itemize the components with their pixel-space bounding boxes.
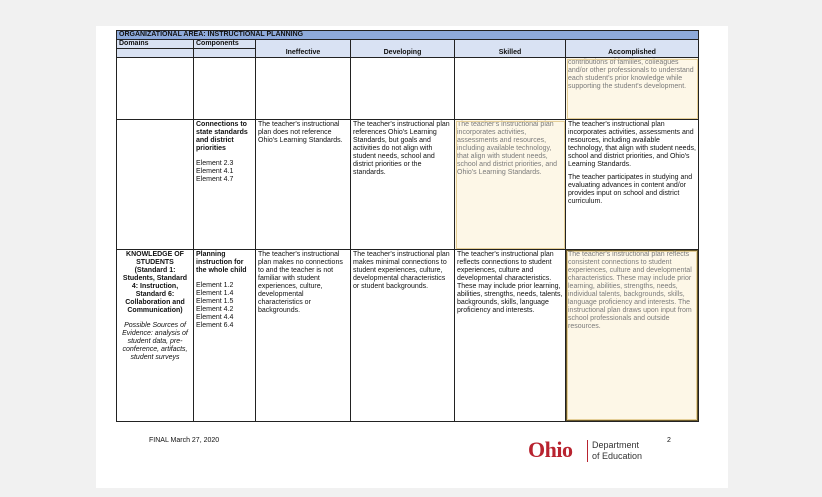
accomplished-cell: The teacher's instructional plan reflects consistent connections to student experiences, culture and developmental characteristics. These may include prior learning, abilities, strengths, needs, individual talents, backgrounds, skills, language proficiency and interests. The instructional plan draws upon input from school professionals and outside resources. bbox=[566, 250, 699, 422]
domain-title: KNOWLEDGE OF STUDENTS (Standard 1: Students, Standard 4: Instruction, Standard 6: Collaboration and Communication) bbox=[122, 251, 188, 314]
component-element: Element 2.3 bbox=[196, 160, 234, 167]
components-header: Components bbox=[194, 40, 256, 49]
level-row bbox=[117, 49, 699, 58]
component-element: Element 4.7 bbox=[196, 176, 234, 183]
ineffective-cell: The teacher's instructional plan makes no connections to and the teacher is not familiar with student experiences, culture, developmental characteristics or backgrounds. bbox=[256, 250, 351, 422]
developing-cell: The teacher's instructional plan makes minimal connections to student experiences, culture, developmental characteristics or student backgrounds. bbox=[351, 250, 455, 422]
header-row bbox=[117, 40, 699, 49]
table-row bbox=[117, 120, 699, 250]
domain-cell bbox=[117, 250, 194, 422]
component-title: Connections to state standards and district priorities bbox=[196, 121, 248, 152]
footer-date: FINAL March 27, 2020 bbox=[149, 437, 220, 444]
logo-divider bbox=[587, 440, 588, 462]
level-ineffective: Ineffective bbox=[256, 49, 351, 58]
accomplished-text: The teacher participates in studying and evaluating advances in content and/or provides input on school and district curriculum. bbox=[568, 174, 693, 205]
table-row bbox=[117, 58, 699, 120]
component-cell bbox=[194, 120, 256, 250]
component-cell bbox=[194, 250, 256, 422]
component-element: Element 4.2 bbox=[196, 306, 234, 313]
ohio-education-logo bbox=[528, 437, 658, 465]
domains-header: Domains bbox=[117, 40, 194, 49]
developing-cell: The teacher's instructional plan references Ohio's Learning Standards, but goals and activities do not align with student needs, school and district priorities or the standards. bbox=[351, 120, 455, 250]
skilled-cell: The teacher's instructional plan reflects connections to student experiences, culture and developmental characteristics. These may include prior learning, abilities, strengths, needs, talents, backgrounds, skills, language proficiency and interests. bbox=[455, 250, 566, 422]
component-element: Element 1.4 bbox=[196, 290, 234, 297]
accomplished-continued-cell: contributions of families, colleagues and/or other professionals to understand each student's prior knowledge while supporting the student's development. bbox=[566, 58, 699, 120]
component-element: Element 4.4 bbox=[196, 314, 234, 321]
logo-line-1: Department bbox=[592, 440, 640, 450]
rubric-table bbox=[116, 30, 699, 422]
page-number: 2 bbox=[667, 437, 671, 444]
component-element: Element 1.5 bbox=[196, 298, 234, 305]
level-skilled: Skilled bbox=[455, 49, 566, 58]
org-area-title: ORGANIZATIONAL AREA: INSTRUCTIONAL PLANNING bbox=[117, 31, 699, 40]
component-title: Planning instruction for the whole child bbox=[196, 251, 247, 274]
logo-line-2: of Education bbox=[592, 451, 643, 461]
skilled-cell: The teacher's instructional plan incorporates activities, assessments and resources, including available technology, that align with student needs, school and district priorities, and Ohio's Learning Standards. bbox=[455, 120, 566, 250]
component-element: Element 6.4 bbox=[196, 322, 234, 329]
logo-word: Ohio bbox=[528, 437, 573, 462]
accomplished-text: The teacher's instructional plan incorporates activities, assessments and resources, including available technology, that align with student needs, school and district priorities, and Ohio's Learning Standards. bbox=[568, 121, 696, 168]
ineffective-cell: The teacher's instructional plan does not reference Ohio's Learning Standards. bbox=[256, 120, 351, 250]
component-element: Element 1.2 bbox=[196, 282, 234, 289]
level-accomplished: Accomplished bbox=[566, 49, 699, 58]
evidence-sources: Possible Sources of Evidence: analysis of student data, pre-conference, artifacts, student surveys bbox=[122, 322, 188, 361]
component-element: Element 4.1 bbox=[196, 168, 234, 175]
table-row bbox=[117, 250, 699, 422]
org-area-row bbox=[117, 31, 699, 40]
accomplished-cell bbox=[566, 120, 699, 250]
level-developing: Developing bbox=[351, 49, 455, 58]
